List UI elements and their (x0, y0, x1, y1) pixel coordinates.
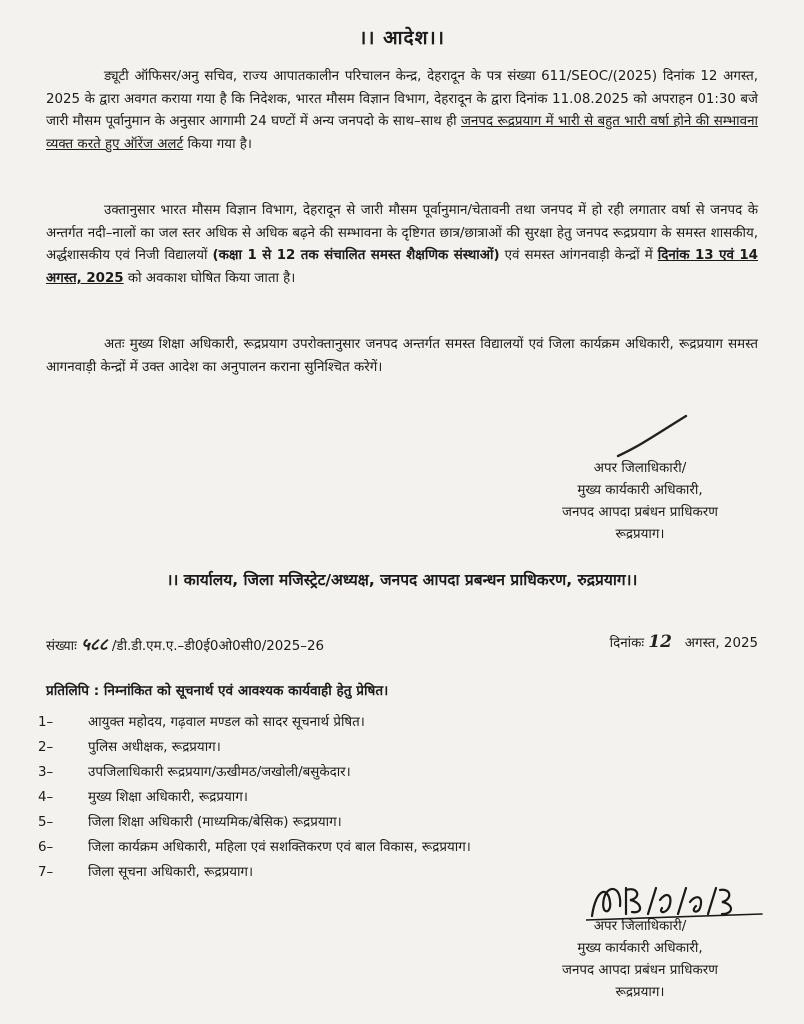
list-item-text: जिला शिक्षा अधिकारी (माध्यमिक/बेसिक) रूद्रप्रयाग। (88, 815, 342, 830)
list-item-text: पुलिस अधीक्षक, रूद्रप्रयाग। (88, 740, 221, 755)
paragraph-1-ending: किया गया है। (183, 136, 252, 152)
order-paragraph-1 (46, 66, 758, 156)
signatory-line-4: रूद्रप्रयाग। (615, 985, 665, 1000)
paragraph-1-text: ड्यूटी ऑफिसर/अनु सचिव, राज्य आपातकालीन परिचालन केन्द्र, देहरादून के पत्र संख्या 611/SEOC/(2025) दिनांक 12 अगस्त, 2025 के द्वारा अवगत कराया गया है कि निदेशक, भारत मौसम विज्ञान विभाग, देहरादून के द्वारा दिनांक 11.08.2025 को अपराहन 01:30 बजे जारी मौसम पूर्वानुमान के अनुसार आगामी 24 घण्टों में अन्य जनपदो के साथ–साथ ही (46, 69, 758, 130)
signature-mark-icon (612, 412, 692, 462)
order-title: ।। आदेश।। (359, 27, 445, 49)
paragraph-2-text: उक्तानुसार भारत मौसम विज्ञान विभाग, देहरादून से जारी मौसम पूर्वानुमान/चेतावनी तथा जनपद में हो रही लगातार वर्षा से जनपद के अन्तर्गत नदी–नालों का जल स्तर अधिक से अधिक बढ़ने की सम्भावना के दृष्टिगत छात्र/छात्राओं की सुरक्षा हेतु जनपद रूद्रप्रयाग के समस्त शासकीय, अर्द्धशासकीय एवं निजी विद्यालयों (46, 203, 758, 264)
list-item-text: मुख्य शिक्षा अधिकारी, रूद्रप्रयाग। (88, 790, 248, 805)
list-item (38, 860, 471, 885)
class-range-bold-text: (कक्षा 1 से 12 तक संचालित समस्त शैक्षणिक संस्थाओं) (212, 248, 500, 264)
list-item (38, 735, 471, 760)
reference-label: संख्याः (46, 639, 77, 654)
date-label: दिनांकः (609, 636, 645, 651)
list-item-text: जिला सूचना अधिकारी, रूद्रप्रयाग। (88, 865, 254, 880)
signatory-line-3: जनपद आपदा प्रबंधन प्राधिकरण (562, 963, 718, 978)
paragraph-2-ending: को अवकाश घोषित किया जाता है। (123, 270, 296, 286)
paragraph-2-middle: एवं समस्त आंगनवाड़ी केन्द्रों में (499, 248, 658, 264)
copy-heading: प्रतिलिपि : निम्नांकित को सूचनार्थ एवं आवश्यक कार्यवाही हेतु प्रेषित। (46, 683, 389, 699)
list-item (38, 810, 471, 835)
signatory-line-1: अपर जिलाधिकारी/ (593, 919, 687, 934)
list-item (38, 710, 471, 735)
signatory-block-2 (520, 916, 760, 1004)
list-item-number: 3– (38, 765, 54, 780)
list-item-number: 2– (38, 740, 54, 755)
copy-list (38, 710, 471, 885)
list-item-text: जिला कार्यक्रम अधिकारी, महिला एवं सशक्तिकरण एवं बाल विकास, रूद्रप्रयाग। (88, 840, 471, 855)
office-heading: ।। कार्यालय, जिला मजिस्ट्रेट/अध्यक्ष, जनपद आपदा प्रबन्धन प्राधिकरण, रुद्रप्रयाग।। (166, 571, 638, 589)
order-paragraph-2 (46, 200, 758, 290)
orange-alert-underlined-text: जनपद रूद्रप्रयाग में भारी से बहुत भारी वर्षा होने की सम्भावना व्यक्त करते हुए ऑरेंज अलर्ट (46, 114, 758, 152)
signatory-line-3: जनपद आपदा प्रबंधन प्राधिकरण (562, 505, 718, 520)
list-item-text: आयुक्त महोदय, गढ़वाल मण्डल को सादर सूचनार्थ प्रेषित। (88, 715, 365, 730)
paragraph-3-text: अतः मुख्य शिक्षा अधिकारी, रूद्रप्रयाग उपरोक्तानुसार जनपद अन्तर्गत समस्त विद्यालयों एवं जिला कार्यक्रम अधिकारी, रूद्रप्रयाग समस्त आगनवाड़ी केन्द्रों में उक्त आदेश का अनुपालन कराना सुनिश्चित करेगें। (46, 337, 758, 375)
list-item (38, 760, 471, 785)
list-item-number: 7– (38, 865, 54, 880)
holiday-dates-text: दिनांक 13 एवं 14 अगस्त, 2025 (46, 248, 759, 286)
list-item-number: 6– (38, 840, 54, 855)
signatory-block-1 (520, 458, 760, 546)
handwritten-date-day: 12 (648, 632, 673, 652)
order-paragraph-3 (46, 334, 758, 379)
handwritten-reference-number: ५८८ (81, 635, 108, 655)
list-item (38, 785, 471, 810)
list-item-number: 1– (38, 715, 54, 730)
list-item-number: 5– (38, 815, 54, 830)
list-item-number: 4– (38, 790, 54, 805)
signatory-line-4: रूद्रप्रयाग। (615, 527, 665, 542)
signatory-line-1: अपर जिलाधिकारी/ (593, 461, 687, 476)
signatory-line-2: मुख्य कार्यकारी अधिकारी, (577, 941, 703, 956)
date-rest: अगस्त, 2025 (684, 636, 758, 651)
reference-row (46, 632, 758, 656)
list-item-text: उपजिलाधिकारी रूद्रप्रयाग/ऊखीमठ/जखोली/बसुकेदार। (88, 765, 351, 780)
reference-code: /डी.डी.एम.ए.–डी0ई0ओ0सी0/2025–26 (111, 639, 325, 654)
list-item (38, 835, 471, 860)
signatory-line-2: मुख्य कार्यकारी अधिकारी, (577, 483, 703, 498)
